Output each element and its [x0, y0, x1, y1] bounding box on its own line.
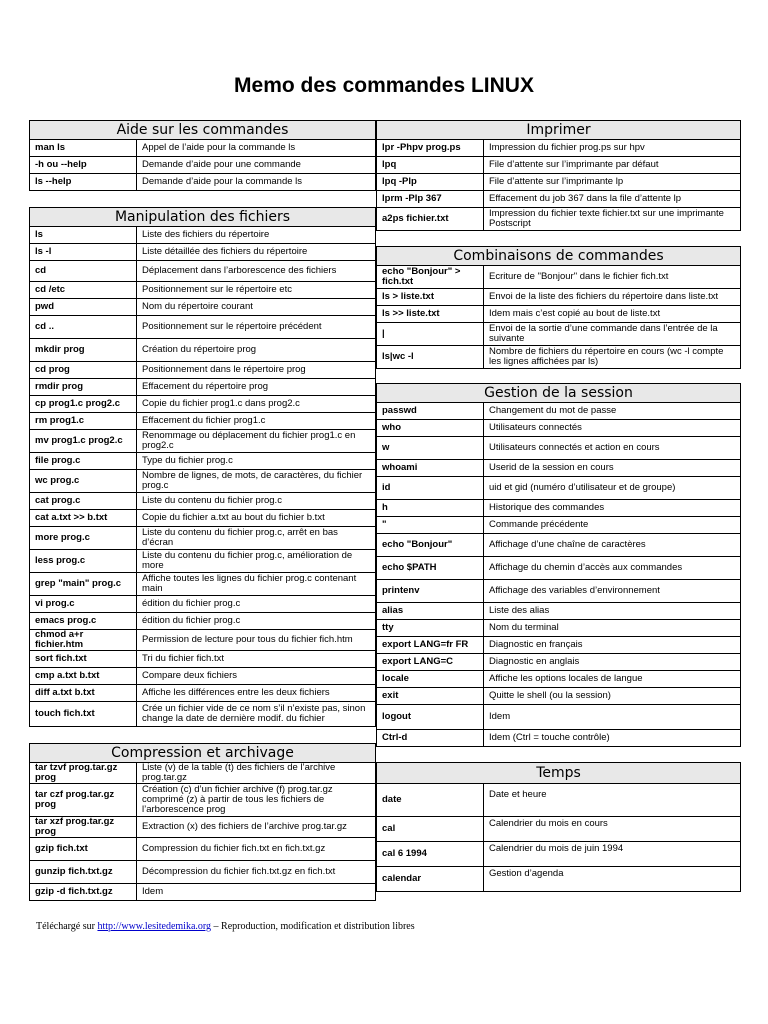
- table-row: ls -l Liste détaillée des fichiers du répertoire: [30, 244, 376, 261]
- footer-suffix: – Reproduction, modification et distribution libres: [211, 921, 415, 932]
- table-row: Ctrl-d Idem (Ctrl = touche contrôle): [377, 730, 741, 747]
- table-row: cd .. Positionnement sur le répertoire précédent: [30, 316, 376, 339]
- table-row: " Commande précédente: [377, 517, 741, 534]
- temps-table: [376, 762, 741, 892]
- table-row: exit Quitte le shell (ou la session): [377, 688, 741, 705]
- table-row: file prog.c Type du fichier prog.c: [30, 453, 376, 470]
- temps-header: Temps: [377, 763, 741, 784]
- table-row: printenv Affichage des variables d’environnement: [377, 580, 741, 603]
- table-row: cal 6 1994 Calendrier du mois de juin 1994: [377, 842, 741, 867]
- session-table: [376, 383, 741, 747]
- table-row: passwd Changement du mot de passe: [377, 403, 741, 420]
- table-row: echo $PATH Affichage du chemin d’accès aux commandes: [377, 557, 741, 580]
- table-row: ls Liste des fichiers du répertoire: [30, 227, 376, 244]
- fichiers-table: [29, 207, 376, 727]
- table-row: ls|wc -l Nombre de fichiers du répertoire en cours (wc -l compte les lignes affichées par ls): [377, 346, 741, 369]
- table-row: tar xzf prog.tar.gz prog Extraction (x) des fichiers de l’archive prog.tar.gz: [30, 817, 376, 838]
- table-row: wc prog.c Nombre de lignes, de mots, de caractères, du fichier prog.c: [30, 470, 376, 493]
- table-row: touch fich.txt Crée un fichier vide de ce nom s’il n’existe pas, sinon change la date de dernière modif. du fichier: [30, 702, 376, 727]
- table-row: more prog.c Liste du contenu du fichier prog.c, arrêt en bas d’écran: [30, 527, 376, 550]
- page-title: Memo des commandes LINUX: [234, 74, 534, 97]
- table-row: vi prog.c édition du fichier prog.c: [30, 596, 376, 613]
- table-row: lpr -Phpv prog.ps Impression du fichier prog.ps sur hpv: [377, 140, 741, 157]
- right-column-imprimer: [376, 120, 741, 231]
- table-row: tty Nom du terminal: [377, 620, 741, 637]
- table-row: rmdir prog Effacement du répertoire prog: [30, 379, 376, 396]
- table-row: rm prog1.c Effacement du fichier prog1.c: [30, 413, 376, 430]
- table-row: cd prog Positionnement dans le répertoire prog: [30, 362, 376, 379]
- table-row: lprm -Plp 367 Effacement du job 367 dans la file d’attente lp: [377, 191, 741, 208]
- table-row: chmod a+r fichier.htm Permission de lecture pour tous du fichier fich.htm: [30, 630, 376, 651]
- table-row: date Date et heure: [377, 784, 741, 817]
- right-column-combinaisons: [376, 246, 741, 369]
- imprimer-table: [376, 120, 741, 231]
- table-row: emacs prog.c édition du fichier prog.c: [30, 613, 376, 630]
- table-row: ls > liste.txt Envoi de la liste des fichiers du répertoire dans liste.txt: [377, 289, 741, 306]
- table-row: w Utilisateurs connectés et action en cours: [377, 437, 741, 460]
- table-row: gunzip fich.txt.gz Décompression du fichier fich.txt.gz en fich.txt: [30, 861, 376, 884]
- footer: [36, 921, 415, 932]
- compression-table: [29, 743, 376, 901]
- table-row: grep "main" prog.c Affiche toutes les lignes du fichier prog.c contenant main: [30, 573, 376, 596]
- table-row: cal Calendrier du mois en cours: [377, 817, 741, 842]
- table-row: h Historique des commandes: [377, 500, 741, 517]
- table-row: diff a.txt b.txt Affiche les différences entre les deux fichiers: [30, 685, 376, 702]
- table-row: ls --help Demande d’aide pour la commande ls: [30, 174, 376, 191]
- table-row: -h ou --help Demande d’aide pour une commande: [30, 157, 376, 174]
- table-row: id uid et gid (numéro d’utilisateur et de groupe): [377, 477, 741, 500]
- table-row: cmp a.txt b.txt Compare deux fichiers: [30, 668, 376, 685]
- table-row: gzip -d fich.txt.gz Idem: [30, 884, 376, 901]
- table-row: cat a.txt >> b.txt Copie du fichier a.txt au bout du fichier b.txt: [30, 510, 376, 527]
- table-row: cd /etc Positionnement sur le répertoire etc: [30, 282, 376, 299]
- aide-header: Aide sur les commandes: [30, 121, 376, 140]
- left-column-files: [29, 207, 376, 727]
- table-row: | Envoi de la sortie d’une commande dans l’entrée de la suivante: [377, 323, 741, 346]
- table-row: export LANG=fr FR Diagnostic en français: [377, 637, 741, 654]
- table-row: lpq File d’attente sur l’imprimante par défaut: [377, 157, 741, 174]
- table-row: mkdir prog Création du répertoire prog: [30, 339, 376, 362]
- table-row: calendar Gestion d’agenda: [377, 867, 741, 892]
- table-row: tar czf prog.tar.gz prog Création (c) d’un fichier archive (f) prog.tar.gz comprimé (z) à partir de tous les fichiers de l’arborescence prog: [30, 784, 376, 817]
- table-row: sort fich.txt Tri du fichier fich.txt: [30, 651, 376, 668]
- table-row: lpq -Plp File d’attente sur l’imprimante lp: [377, 174, 741, 191]
- table-row: man ls Appel de l’aide pour la commande ls: [30, 140, 376, 157]
- table-row: logout Idem: [377, 705, 741, 730]
- aide-table: [29, 120, 376, 191]
- table-row: less prog.c Liste du contenu du fichier prog.c, amélioration de more: [30, 550, 376, 573]
- table-row: echo "Bonjour" Affichage d’une chaîne de caractères: [377, 534, 741, 557]
- table-row: pwd Nom du répertoire courant: [30, 299, 376, 316]
- footer-prefix: Téléchargé sur: [36, 921, 98, 932]
- imprimer-header: Imprimer: [377, 121, 741, 140]
- table-row: export LANG=C Diagnostic en anglais: [377, 654, 741, 671]
- table-row: ls >> liste.txt Idem mais c’est copié au bout de liste.txt: [377, 306, 741, 323]
- table-row: locale Affiche les options locales de langue: [377, 671, 741, 688]
- table-row: cat prog.c Liste du contenu du fichier prog.c: [30, 493, 376, 510]
- table-row: cp prog1.c prog2.c Copie du fichier prog1.c dans prog2.c: [30, 396, 376, 413]
- compression-header: Compression et archivage: [30, 744, 376, 763]
- left-column-compression: [29, 743, 376, 901]
- table-row: tar tzvf prog.tar.gz prog Liste (v) de la table (t) des fichiers de l’archive prog.tar.gz: [30, 763, 376, 784]
- footer-link[interactable]: http://www.lesitedemika.org: [97, 921, 212, 932]
- table-row: who Utilisateurs connectés: [377, 420, 741, 437]
- table-row: mv prog1.c prog2.c Renommage ou déplacement du fichier prog1.c en prog2.c: [30, 430, 376, 453]
- table-row: alias Liste des alias: [377, 603, 741, 620]
- combinaisons-header: Combinaisons de commandes: [377, 247, 741, 266]
- right-column-session: [376, 383, 741, 747]
- right-column-temps: [376, 762, 741, 892]
- session-header: Gestion de la session: [377, 384, 741, 403]
- table-row: a2ps fichier.txt Impression du fichier texte fichier.txt sur une imprimante Postscript: [377, 208, 741, 231]
- table-row: echo "Bonjour" > fich.txt Ecriture de "Bonjour" dans le fichier fich.txt: [377, 266, 741, 289]
- table-row: whoami Userid de la session en cours: [377, 460, 741, 477]
- left-column: [29, 120, 376, 191]
- table-row: gzip fich.txt Compression du fichier fich.txt en fich.txt.gz: [30, 838, 376, 861]
- combinaisons-table: [376, 246, 741, 369]
- fichiers-header: Manipulation des fichiers: [30, 208, 376, 227]
- table-row: cd Déplacement dans l’arborescence des fichiers: [30, 261, 376, 282]
